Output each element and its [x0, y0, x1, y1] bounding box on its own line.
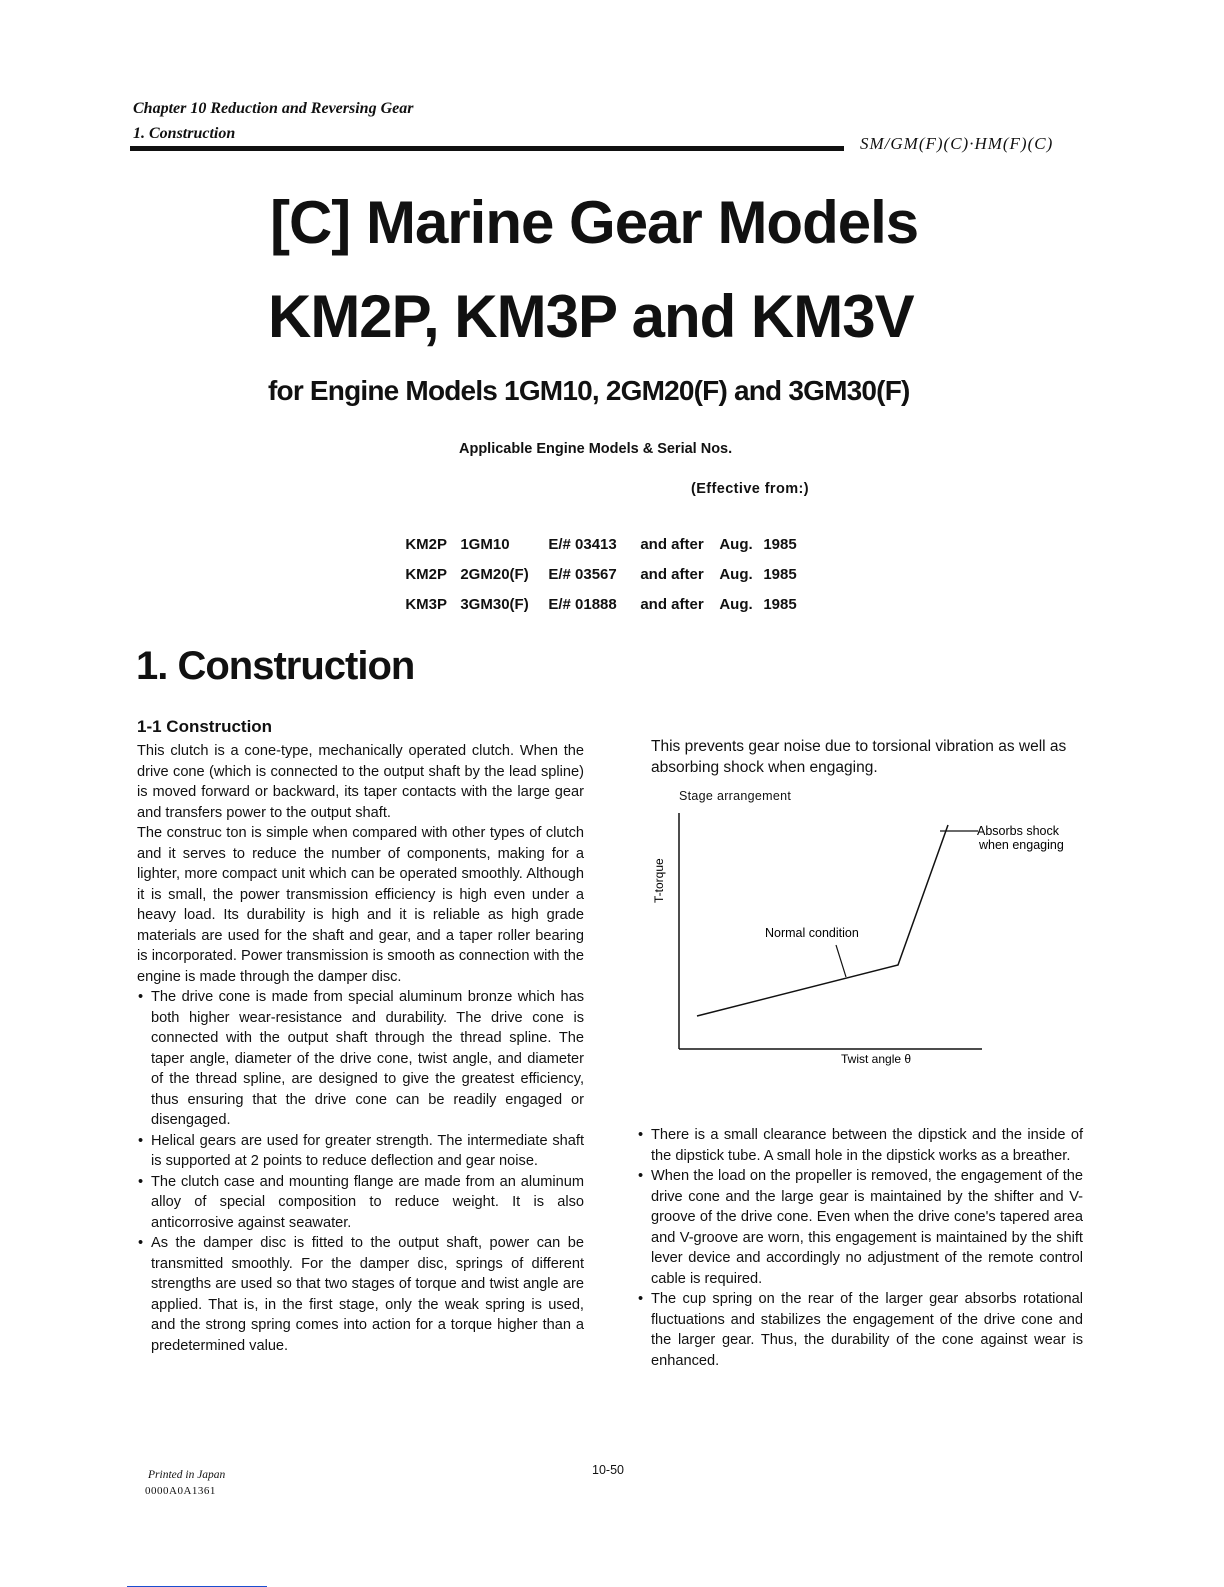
y-axis-label: T-torque — [652, 858, 666, 903]
list-item: • Helical gears are used for greater strength. The intermediate shaft is supported at 2 points to reduce deflection and gear noise. — [137, 1131, 584, 1172]
list-item: • As the damper disc is fitted to the output shaft, power can be transmitted smoothly. For the damper disc, springs of different strengths are used so that two stages of torque and twist angle are applied. That is, in the first stage, only the weak spring is used, and the strong spring comes into action for a torque higher than a predetermined value. — [137, 1233, 584, 1356]
torque-curve — [697, 825, 948, 1016]
section-heading: 1. Construction — [136, 644, 415, 688]
gear-model: KM3P — [405, 596, 448, 613]
model-code: SM/GM(F)(C)·HM(F)(C) — [860, 134, 1054, 153]
serial-row — [397, 579, 797, 613]
document-code: 0000A0A1361 — [145, 1485, 216, 1497]
list-item: • There is a small clearance between the dipstick and the inside of the dipstick tube. A small hole in the dipstick works as a breather. — [637, 1125, 1083, 1166]
bullet-list — [637, 1125, 1083, 1371]
page-number: 10-50 — [592, 1463, 624, 1477]
header-rule — [130, 146, 844, 151]
serial-row — [397, 549, 797, 583]
engine-model: 1GM10 — [460, 536, 510, 553]
effective-from: (Effective from:) — [691, 481, 809, 497]
list-item: • When the load on the propeller is removed, the engagement of the drive cone and the large gear is maintained by the shifter and V-groove of the drive cone. Even when the drive cone's tapered area and V-groove are worn, this engagement is maintained by the shift lever device and accordingly no adjustment of the remote control cable is required. — [637, 1166, 1083, 1289]
engine-model: 2GM20(F) — [460, 566, 529, 583]
paragraph: This clutch is a cone-type, mechanically operated clutch. When the drive cone (which is connected to the output shaft by the lead spline) is moved forward or backward, its taper contacts with the large gear and transfers power to the output shaft. — [137, 743, 584, 821]
right-column — [637, 1125, 1083, 1371]
stage-arrangement-figure — [640, 805, 1085, 1070]
month: Aug. — [719, 566, 753, 583]
year: 1985 — [763, 566, 797, 583]
figure-title: Stage arrangement — [679, 789, 792, 803]
serial-heading: Applicable Engine Models & Serial Nos. — [459, 441, 733, 457]
subsection-heading: 1-1 Construction — [137, 717, 273, 736]
subtitle: for Engine Models 1GM10, 2GM20(F) and 3GM30(F) — [268, 375, 910, 406]
and-after: and after — [640, 566, 704, 583]
list-item: • The clutch case and mounting flange are made from an aluminum alloy of special composition to reduce weight. It is also anticorrosive against seawater. — [137, 1172, 584, 1234]
year: 1985 — [763, 536, 797, 553]
year: 1985 — [763, 596, 797, 613]
x-axis-label: Twist angle θ — [841, 1052, 912, 1066]
and-after: and after — [640, 536, 704, 553]
engine-model: 3GM30(F) — [460, 596, 529, 613]
shock-label-1: Absorbs shock — [977, 824, 1059, 838]
normal-leader — [836, 945, 846, 977]
printed-in: Printed in Japan — [148, 1469, 226, 1481]
gear-model: KM2P — [405, 566, 448, 583]
list-item: • The drive cone is made from special aluminum bronze which has both higher wear-resistance and durability. The drive cone is connected with the output shaft through the thread spline. The taper angle, diameter of the drive cone, twist angle, and diameter of the thread spline, are designed to give the greatest efficiency, thus ensuring that the drive cone can be readily engaged or disengaged. — [137, 987, 584, 1131]
chapter-title: Chapter 10 Reduction and Reversing Gear — [133, 100, 414, 117]
main-title: [C] Marine Gear Models — [270, 189, 919, 256]
normal-label: Normal condition — [765, 926, 859, 940]
month: Aug. — [719, 596, 753, 613]
gear-model: KM2P — [405, 536, 448, 553]
list-item: • The cup spring on the rear of the larger gear absorbs rotational fluctuations and stabilizes the engagement of the drive cone and the larger gear. Thus, the durability of the cone against wear is enhanced. — [637, 1289, 1083, 1371]
model-title: KM2P, KM3P and KM3V — [268, 283, 914, 350]
shock-label-2: when engaging — [979, 838, 1064, 852]
paragraph: The construc ton is simple when compared with other types of clutch and it serves to reduce the number of components, making for a lighter, more compact unit which can be operated smoothly. Although it is small, the power transmission efficiency is high even under a heavy load. Its durability is high and it is reliable as high grade materials are used for the shaft and gear, and a taper roller bearing is incorporated. Power transmission is smooth as connection with the engine is made through the damper disc. — [137, 825, 584, 985]
bullet-list — [137, 987, 584, 1356]
serial-number: E/# 01888 — [548, 596, 617, 613]
section-title: 1. Construction — [133, 125, 236, 142]
serial-number: E/# 03567 — [548, 566, 617, 583]
right-intro: This prevents gear noise due to torsional vibration as well as absorbing shock when engaging. — [651, 738, 1067, 776]
and-after: and after — [640, 596, 704, 613]
serial-row — [397, 519, 797, 553]
serial-number: E/# 03413 — [548, 536, 617, 553]
left-column — [137, 741, 584, 1356]
month: Aug. — [719, 536, 753, 553]
